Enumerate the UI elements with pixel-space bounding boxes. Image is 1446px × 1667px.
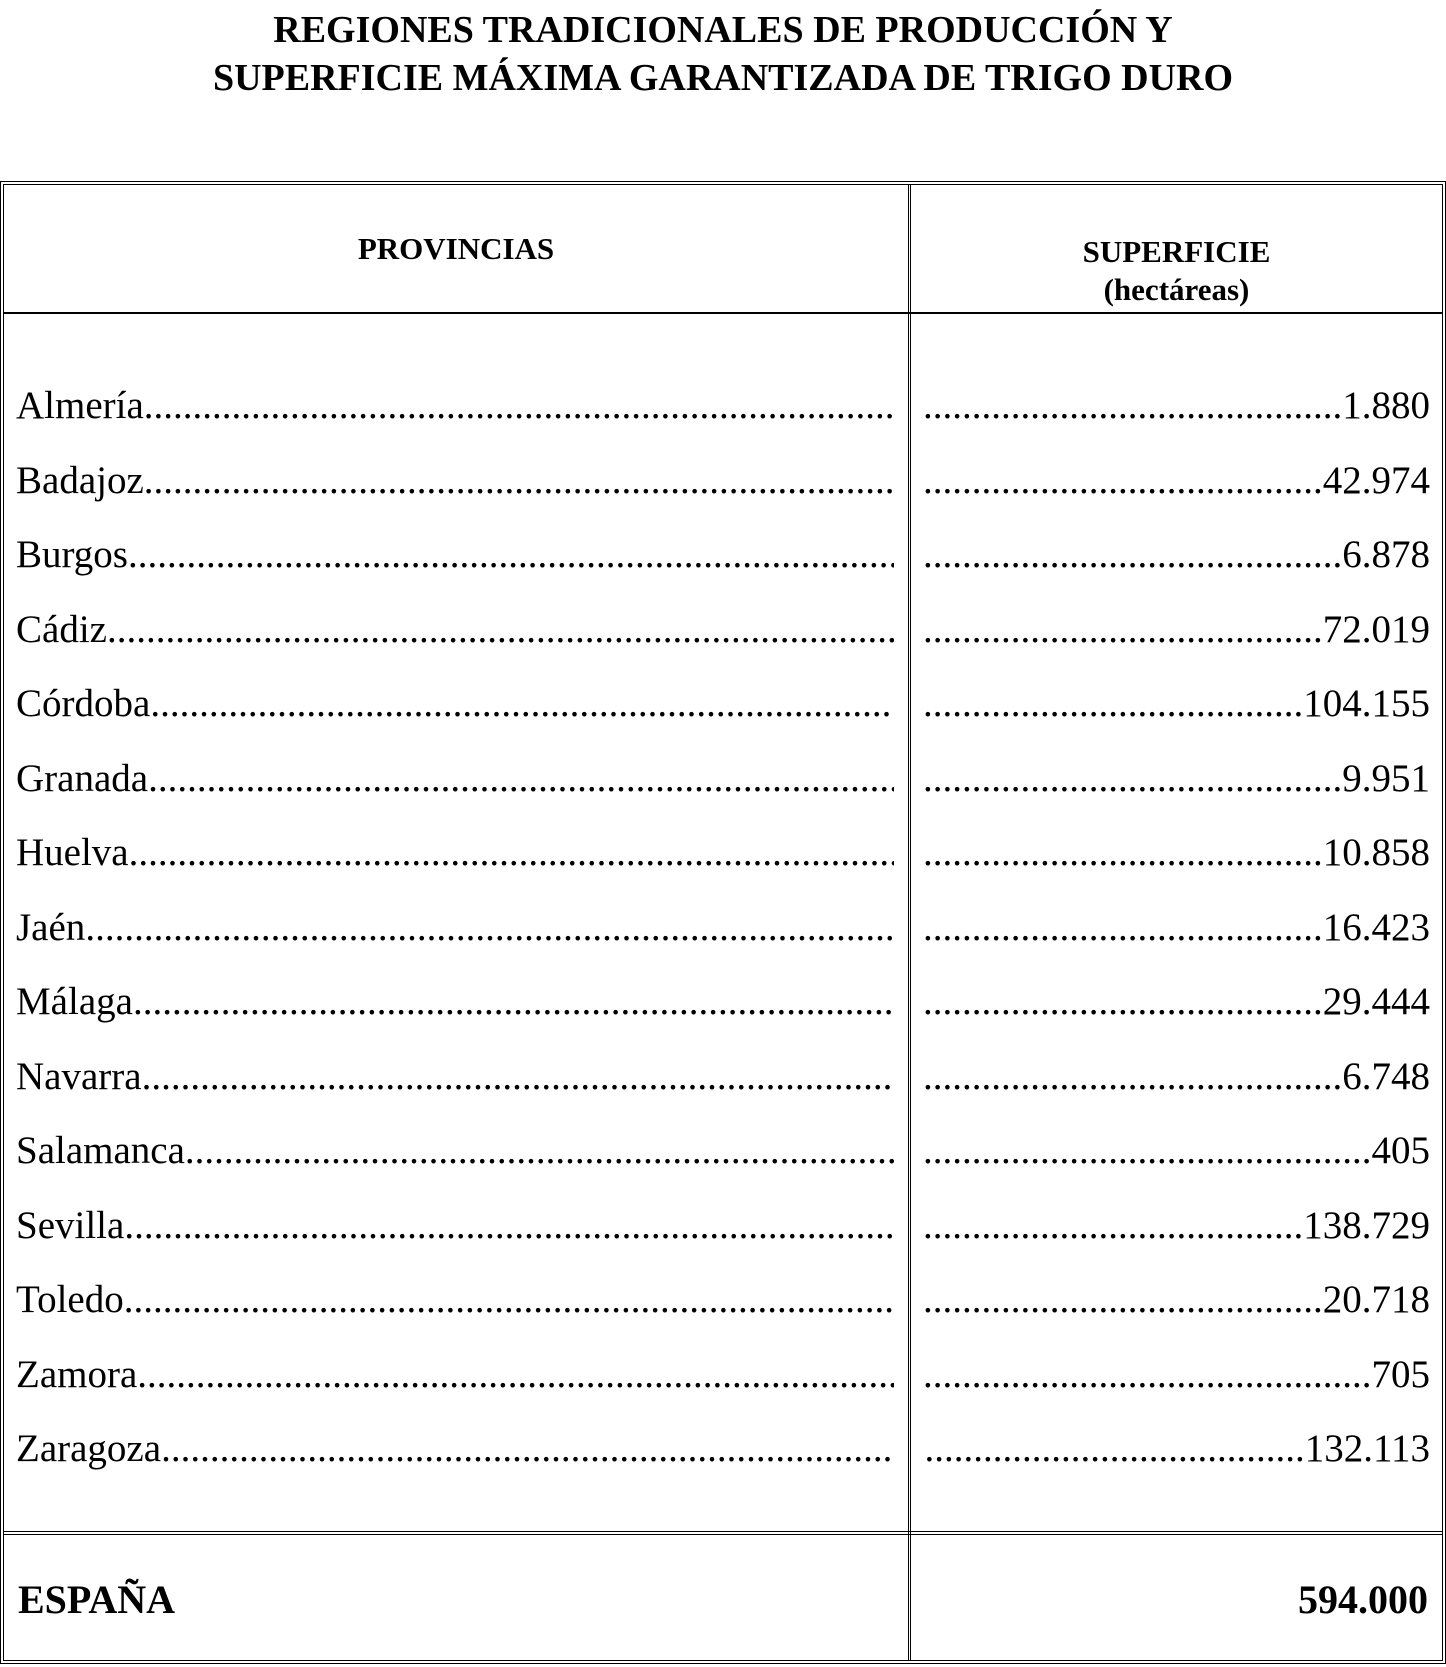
provinces-table [0, 181, 1446, 1664]
province-name: Badajoz [16, 458, 144, 502]
surface-value: 72.019 [1322, 607, 1430, 651]
province-cell [16, 978, 894, 1026]
dot-leader [922, 904, 1323, 952]
province-cell [16, 904, 894, 952]
province-name: Córdoba [16, 682, 151, 725]
total-label: ESPAÑA [18, 1577, 176, 1622]
province-name: Zamora [16, 1352, 138, 1396]
surface-value: 29.444 [1322, 980, 1430, 1023]
province-name: Burgos [16, 533, 128, 576]
dot-leader [922, 680, 1303, 728]
table-row [4, 606, 1442, 681]
header-rule [4, 312, 1442, 314]
surface-cell [922, 1351, 1430, 1399]
surface-cell [922, 382, 1430, 430]
surface-value: 9.951 [1342, 756, 1430, 800]
title-line-2: SUPERFICIE MÁXIMA GARANTIZADA DE TRIGO DURO [212, 57, 1234, 99]
surface-cell [922, 1276, 1430, 1324]
table-row [4, 457, 1442, 532]
total-value: 594.000 [1298, 1577, 1428, 1622]
total-rule [4, 1531, 1442, 1535]
province-cell [16, 1351, 894, 1399]
dot-leader [137, 1351, 894, 1399]
dot-leader [922, 457, 1323, 505]
table-row [4, 382, 1442, 457]
dot-leader [922, 1127, 1372, 1175]
dot-leader [124, 1202, 894, 1250]
province-name: Jaén [16, 905, 86, 949]
dot-leader [922, 531, 1342, 579]
surface-cell [922, 755, 1430, 803]
dot-leader [922, 1053, 1342, 1101]
table-row [4, 1202, 1442, 1277]
table-row [4, 680, 1442, 755]
dot-leader [161, 1425, 894, 1473]
province-name: Cádiz [16, 607, 107, 651]
table-row [4, 904, 1442, 979]
table-row [4, 1127, 1442, 1202]
surface-value: 1.880 [1342, 384, 1430, 427]
surface-value: 16.423 [1322, 905, 1430, 949]
dot-leader [922, 606, 1323, 654]
province-cell [16, 457, 894, 505]
surface-cell [922, 606, 1430, 654]
dot-leader [85, 904, 894, 952]
dot-leader [922, 829, 1323, 877]
province-cell [16, 1202, 894, 1250]
dot-leader [133, 978, 894, 1026]
province-name: Navarra [16, 1054, 142, 1098]
header-unit-label: (hectáreas) [1103, 271, 1250, 307]
dot-leader [124, 1276, 894, 1324]
dot-leader [922, 1425, 1305, 1473]
province-cell [16, 829, 894, 877]
dot-leader [922, 1202, 1303, 1250]
table-row [4, 755, 1442, 830]
dot-leader [922, 755, 1342, 803]
province-cell [16, 755, 894, 803]
surface-cell [922, 1127, 1430, 1175]
province-cell [16, 382, 894, 430]
dot-leader [922, 1351, 1372, 1399]
surface-cell [922, 904, 1430, 952]
header-superficie [911, 185, 1442, 312]
dot-leader [142, 1053, 894, 1101]
document-title [0, 6, 1446, 102]
province-name: Málaga [16, 980, 133, 1023]
header-superficie-label: SUPERFICIE [1082, 233, 1271, 269]
surface-value: 104.155 [1303, 682, 1430, 725]
surface-cell [922, 829, 1430, 877]
dot-leader [107, 606, 894, 654]
surface-value: 6.878 [1342, 533, 1430, 576]
dot-leader [148, 755, 894, 803]
table-row [4, 978, 1442, 1053]
title-line-1: REGIONES TRADICIONALES DE PRODUCCIÓN Y [273, 9, 1173, 51]
surface-value: 705 [1371, 1352, 1430, 1396]
province-name: Toledo [16, 1278, 124, 1321]
dot-leader [922, 978, 1323, 1026]
table-row [4, 1425, 1442, 1500]
dot-leader [185, 1127, 894, 1175]
province-cell [16, 531, 894, 579]
surface-cell [922, 1053, 1430, 1101]
surface-value: 42.974 [1322, 458, 1430, 502]
province-cell [16, 680, 894, 728]
province-name: Almería [16, 384, 144, 427]
province-cell [16, 606, 894, 654]
province-name: Huelva [16, 831, 129, 874]
dot-leader [150, 680, 894, 728]
surface-value: 405 [1371, 1129, 1430, 1172]
table-row [4, 1351, 1442, 1426]
province-name: Zaragoza [16, 1427, 162, 1470]
surface-cell [922, 531, 1430, 579]
table-row [4, 1053, 1442, 1128]
surface-value: 138.729 [1303, 1203, 1430, 1247]
header-provincias-label: PROVINCIAS [357, 230, 555, 266]
header-provincias [4, 185, 908, 312]
province-cell [16, 1127, 894, 1175]
dot-leader [129, 829, 894, 877]
table-row [4, 531, 1442, 606]
table-body [4, 382, 1442, 1500]
surface-value: 20.718 [1322, 1278, 1430, 1321]
surface-cell [922, 978, 1430, 1026]
table-row [4, 1276, 1442, 1351]
dot-leader [128, 531, 894, 579]
dot-leader [922, 382, 1342, 430]
table-row [4, 829, 1442, 904]
province-cell [16, 1425, 894, 1473]
surface-value: 132.113 [1304, 1427, 1430, 1470]
dot-leader [144, 382, 894, 430]
province-name: Sevilla [16, 1203, 125, 1247]
surface-cell [922, 457, 1430, 505]
surface-cell [922, 680, 1430, 728]
surface-cell [922, 1425, 1430, 1473]
surface-value: 6.748 [1342, 1054, 1430, 1098]
surface-cell [922, 1202, 1430, 1250]
province-cell [16, 1276, 894, 1324]
province-cell [16, 1053, 894, 1101]
province-name: Granada [16, 756, 149, 800]
province-name: Salamanca [16, 1129, 185, 1172]
dot-leader [922, 1276, 1323, 1324]
dot-leader [144, 457, 894, 505]
surface-value: 10.858 [1322, 831, 1430, 874]
